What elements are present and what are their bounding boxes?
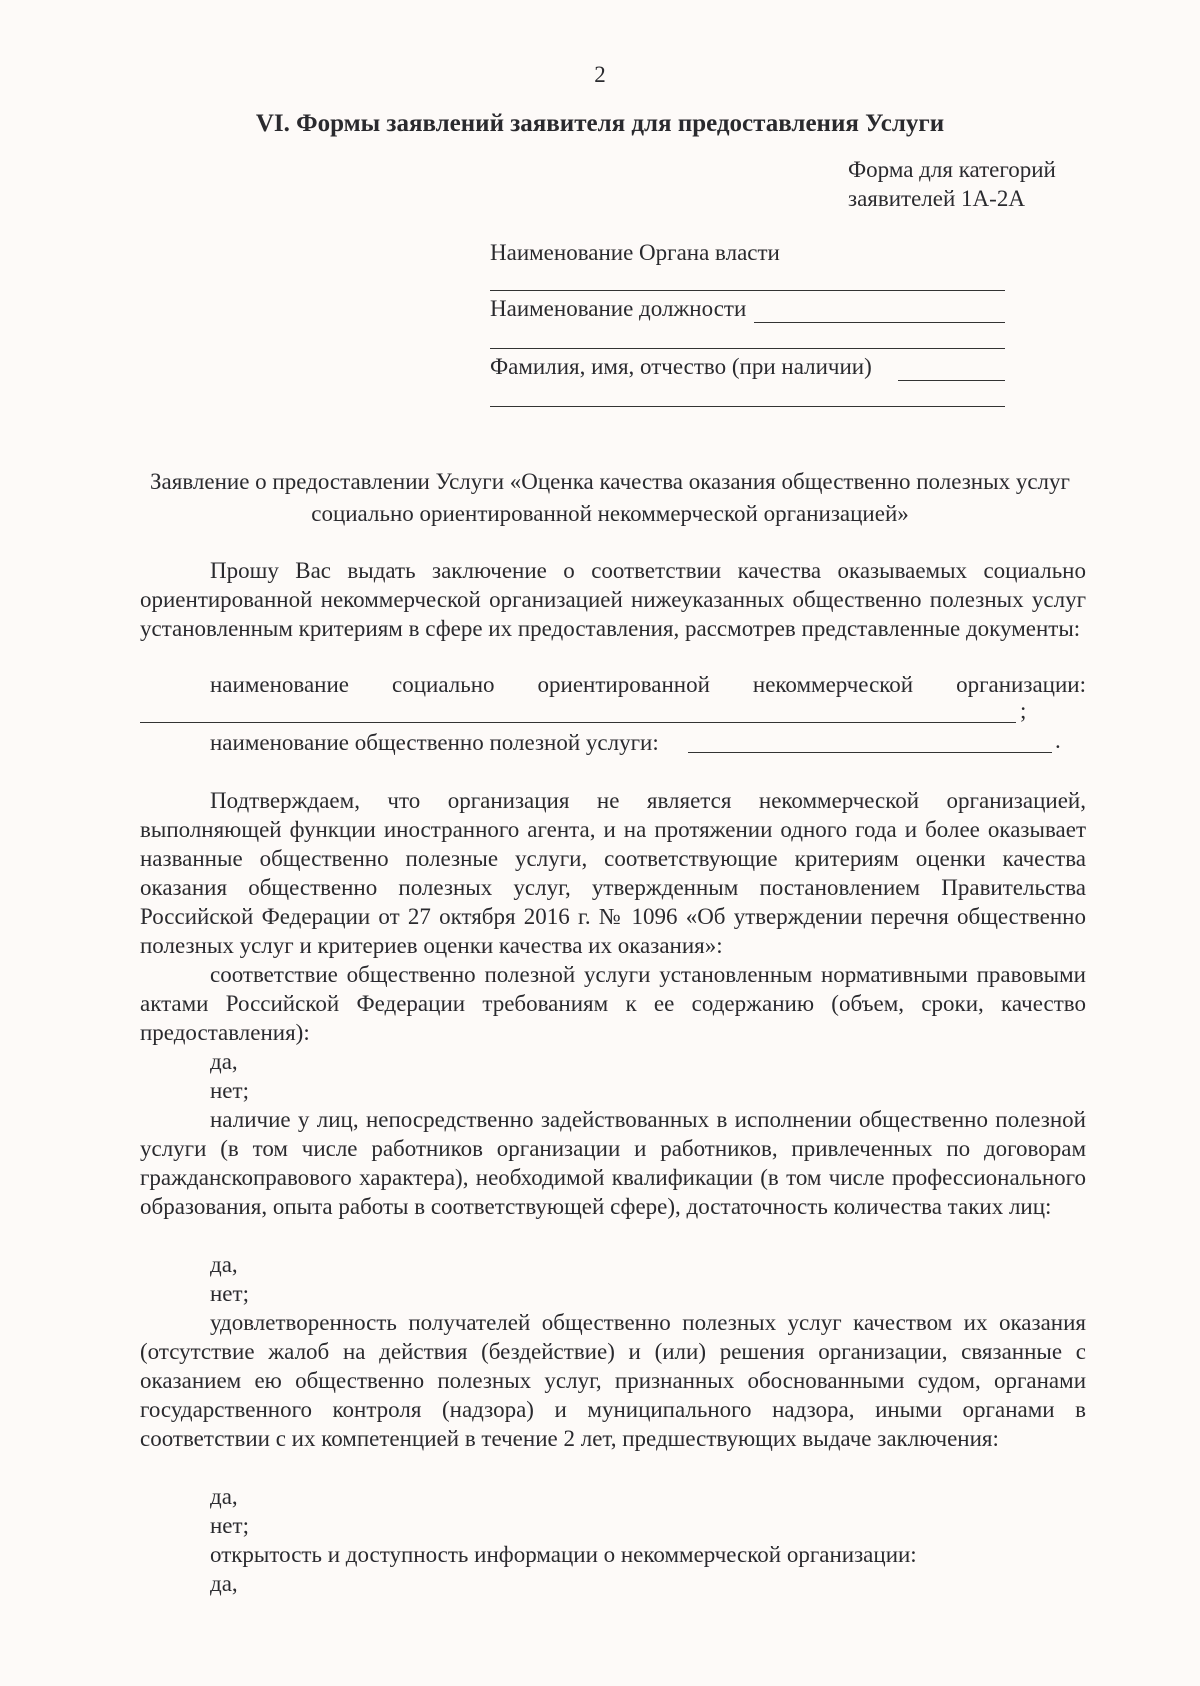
position-name-line-2[interactable] (490, 348, 1005, 349)
position-name-line[interactable] (754, 322, 1005, 323)
full-name-line[interactable] (898, 380, 1005, 381)
authority-name-line[interactable] (490, 290, 1005, 291)
criterion-4-text: открытость и доступность информации о некоммерческой организации: (210, 1542, 917, 1567)
org-name-word-5: организации: (956, 672, 1086, 697)
service-name-line[interactable] (688, 752, 1052, 753)
application-title: Заявление о предоставлении Услуги «Оценка качества оказания общественно полезных услуг социально ориентированной некоммерческой организацией» (150, 469, 1070, 526)
criterion-4-yes: да, (210, 1571, 238, 1596)
criterion-2-text: наличие у лиц, непосредственно задействованных в исполнении общественно полезной услуги (в том числе работников организации и работников, привлеченных по договорам гражданскоправового характера), необходимой квалификации (в том числе профессионального образования, опыта работы в соответствующей сфере), достаточность количества таких лиц: (140, 1107, 1086, 1219)
confirmation-paragraph: Подтверждаем, что организация не является некоммерческой организацией, выполняющей функции иностранного агента, и на протяжении одного года и более оказывает названные общественно полезные услуги, соответствующие критериям оценки качества оказания общественно полезных услуг, утвержденным постановлением Правительства Российской Федерации от 27 октября 2016 г. № 1096 «Об утверждении перечня общественно полезных услуг и критериев оценки качества их оказания»: (140, 788, 1086, 958)
form-category-note (848, 155, 1056, 213)
criterion-3-text: удовлетворенность получателей общественно полезных услуг качеством их оказания (отсутствие жалоб на действия (бездействие) и (или) решения организации, связанные с оказанием ею общественно полезных услуг, признанных обоснованными судом, органами государственного контроля (надзора) и муниципального надзора, иными органами в соответствии с их компетенцией в течение 2 лет, предшествующих выдаче заключения: (140, 1310, 1086, 1451)
request-paragraph: Прошу Вас выдать заключение о соответствии качества оказываемых социально ориентированной некоммерческой организацией нижеуказанных общественно полезных услуг установленным критериям в сфере их предоставления, рассмотрев представленные документы: (140, 558, 1086, 641)
form-note-line-1: Форма для категорий (848, 157, 1056, 182)
authority-name-label: Наименование Органа власти (490, 240, 780, 265)
criterion-3-no: нет; (210, 1513, 249, 1538)
org-name-word-2: социально (392, 672, 495, 697)
criterion-3-yes: да, (210, 1484, 238, 1509)
org-name-word-3: ориентированной (537, 672, 710, 697)
full-name-label: Фамилия, имя, отчество (при наличии) (490, 354, 872, 379)
page-number: 2 (594, 62, 606, 87)
criterion-2-yes: да, (210, 1252, 238, 1277)
criterion-2-no: нет; (210, 1281, 249, 1306)
org-name-word-1: наименование (210, 672, 349, 697)
form-note-line-2: заявителей 1А-2А (848, 186, 1025, 211)
org-name-word-4: некоммерческой (752, 672, 914, 697)
org-name-line[interactable] (140, 722, 1016, 723)
service-name-end: . (1055, 728, 1061, 753)
criterion-1-no: нет; (210, 1078, 249, 1103)
org-name-end: ; (1020, 698, 1027, 723)
criterion-1-text: соответствие общественно полезной услуги установленным нормативными правовыми актами Российской Федерации требованиям к ее содержанию (объем, сроки, качество предоставления): (140, 962, 1086, 1045)
full-name-line-2[interactable] (490, 406, 1005, 407)
org-name-label (210, 672, 1086, 698)
service-name-label: наименование общественно полезной услуги: (210, 730, 659, 755)
criterion-1-yes: да, (210, 1049, 238, 1074)
position-name-label: Наименование должности (490, 296, 747, 321)
section-heading: VI. Формы заявлений заявителя для предоставления Услуги (255, 110, 945, 137)
